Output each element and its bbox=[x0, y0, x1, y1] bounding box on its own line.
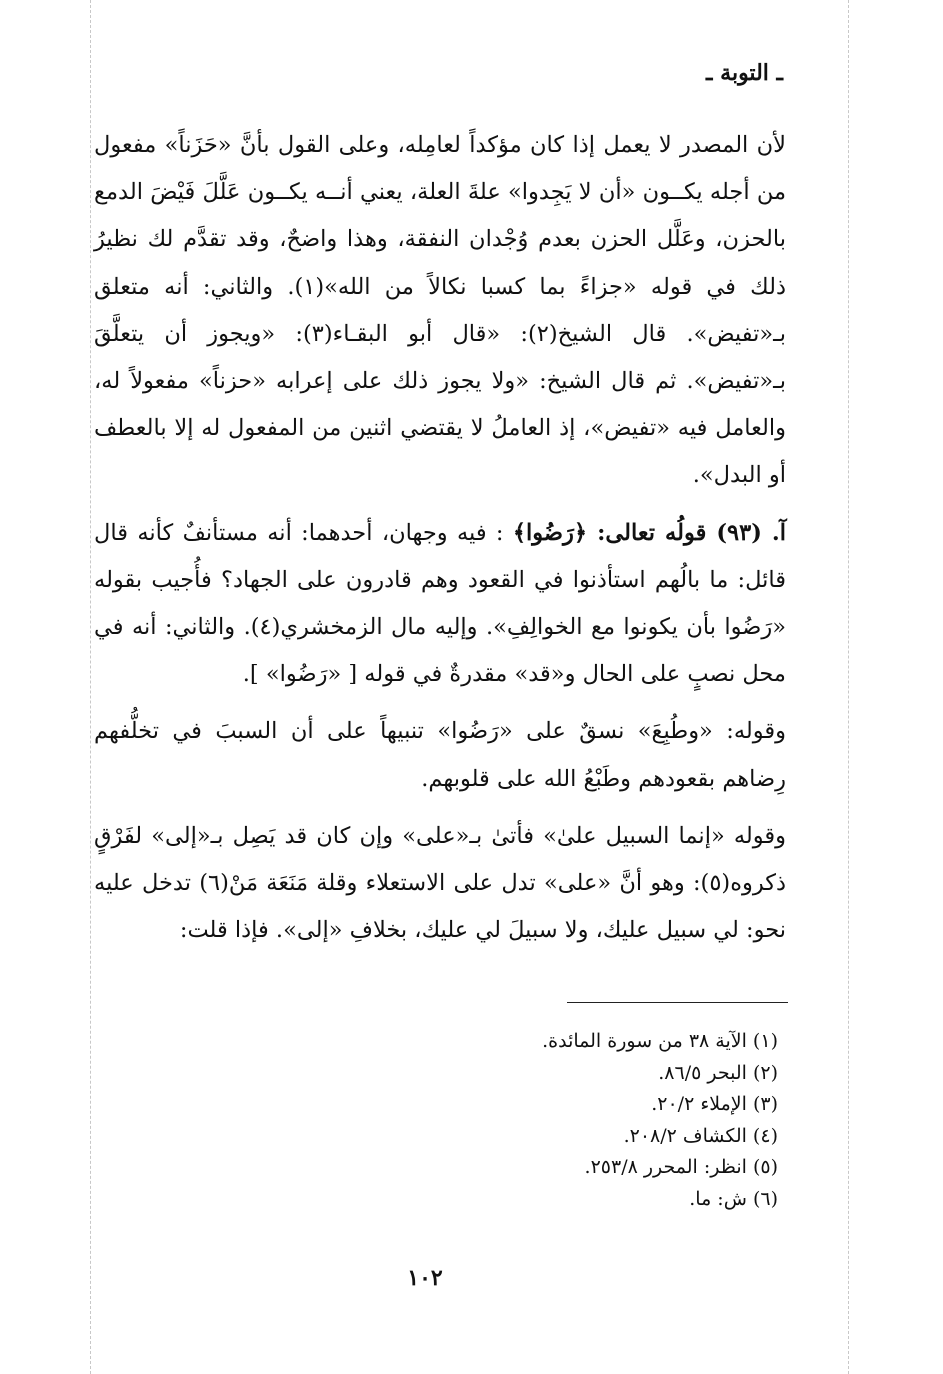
footnote-4: (٤) الكشاف ٢٠٨/٢. bbox=[623, 1124, 778, 1147]
paragraph-1: لأن المصدر لا يعمل إذا كان مؤكداً لعامِله، وعلى القول بأنَّ «حَزَناً» مفعول من أجله يكــون «أن لا يَجِدوا» علةَ العلة، يعني أنــه يكــون عَلَّلَ فَيْضَ الدمع بالحزن، وعَلَّل الحزن بعدم وُجْدان النفقة، وهذا واضحٌ، وقد تقدَّم لك نظيرُ ذلك في قوله «جزاءً بما كسبا نكالاً من الله»(١). والثاني: أنه متعلق بـ«تفيض». قال الشيخ(٢): «قال أبو البقـاء(٣): «ويجوز أن يتعلَّقَ بـ«تفيض». ثم قال الشيخ: «ولا يجوز ذلك على إعرابه «حزناً» مفعولاً له، والعامل فيه «تفيض»، إذ العاملُ لا يقتضي اثنين من المفعول له إلا بالعطف أو البدل». bbox=[94, 132, 786, 489]
page-edge-mark-left bbox=[90, 0, 91, 1374]
footnote-2: (٢) البحر ٨٦/٥. bbox=[658, 1061, 778, 1084]
paragraph-3: وقوله: «وطُبِعَ» نسقٌ على «رَضُوا» تنبيهاً على أن السببَ في تخلُّفهم رِضاهم بقعودهم وطَبْعُ الله على قلوبهم. bbox=[94, 718, 786, 792]
footnote-6: (٦) ش: ما. bbox=[689, 1187, 778, 1210]
footnote-separator bbox=[567, 1002, 788, 1003]
paragraph-2 bbox=[94, 510, 786, 699]
footnote-1: (١) الآية ٣٨ من سورة المائدة. bbox=[542, 1030, 778, 1052]
paragraph-4: وقوله «إنما السبيل علىٰ» فأتىٰ بـ«على» وإن كان قد يَصِل بـ«إلى» لفَرْقٍ ذكروه(٥): وهو أنَّ «على» تدل على الاستعلاء وقلة مَنَعَة مَنْ(٦) تدخل عليه نحو: لي سبيل عليك، ولا سبيلَ لي عليك، بخلافِ «إلى». فإذا قلت: bbox=[94, 822, 786, 944]
footnotes bbox=[542, 1026, 778, 1215]
page-number: ١٠٢ bbox=[407, 1265, 443, 1291]
footnote-3: (٣) الإملاء ٢٠/٢. bbox=[651, 1093, 778, 1115]
page-edge-mark-right bbox=[848, 0, 849, 1374]
running-header: ـ التوبة ـ bbox=[706, 60, 783, 86]
footnote-5: (٥) انظر: المحرر ٢٥٣/٨. bbox=[584, 1156, 778, 1178]
verse-heading: آ. (٩٣) قولُه تعالى: ﴿رَضُوا﴾ bbox=[512, 519, 786, 546]
paragraph-2-text: : فيه وجهان، أحدهما: أنه مستأنفٌ كأنه قال قائل: ما بالُهم استأذنوا في القعود وهم قادرون على الجهاد؟ فأُجيب بقوله «رَضُوا بأن يكونوا مع الخوالِفِ». وإليه مال الزمخشري(٤). والثاني: أنه في محل نصبٍ على الحال و«قد» مقدرةٌ في قوله [ «رَضُوا» ]. bbox=[94, 519, 786, 688]
main-text bbox=[94, 122, 786, 954]
